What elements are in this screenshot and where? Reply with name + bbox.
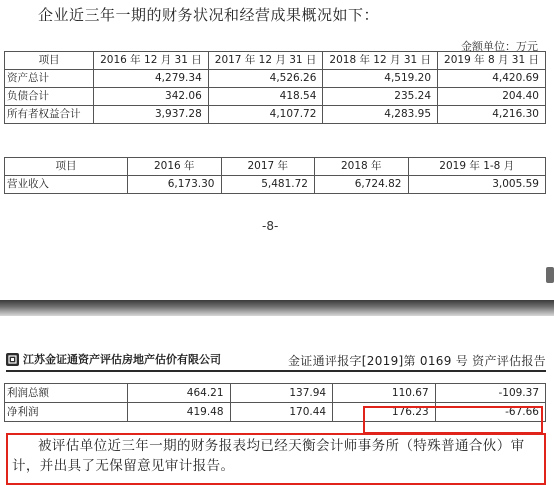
report-number: 金证通评报字[2019]第 0169 号 资产评估报告 <box>288 354 546 368</box>
cell-value: 176.23 <box>333 403 436 422</box>
cell-value: 110.67 <box>333 384 436 403</box>
cell-value: 4,216.30 <box>438 106 546 124</box>
audit-paragraph <box>12 436 542 476</box>
table-row <box>5 176 546 194</box>
cell-value: 4,420.69 <box>438 70 546 88</box>
row-label: 所有者权益合计 <box>5 106 94 124</box>
cell-value: 6,724.82 <box>315 176 409 194</box>
cell-value: 419.48 <box>128 403 231 422</box>
cell-value: 235.24 <box>323 88 438 106</box>
company-header <box>6 351 221 367</box>
cell-value: -67.66 <box>435 403 545 422</box>
table-header-row <box>5 52 546 70</box>
header-cell: 项目 <box>5 52 94 70</box>
cell-value: 204.40 <box>438 88 546 106</box>
header-cell: 项目 <box>5 158 128 176</box>
table-row <box>5 106 546 124</box>
cell-value: 4,519.20 <box>323 70 438 88</box>
cell-value: 464.21 <box>128 384 231 403</box>
audit-paragraph-text: 被评估单位近三年一期的财务报表均已经天衡会计师事务所（特殊普通合伙）审计，并出具了无保留意见审计报告。 <box>12 438 525 474</box>
intro-text: 企业近三年一期的财务状况和经营成果概况如下： <box>38 6 380 24</box>
cell-value: -109.37 <box>435 384 545 403</box>
cell-value: 342.06 <box>94 88 209 106</box>
row-label: 资产总计 <box>5 70 94 88</box>
unit-label: 金额单位：万元 <box>461 40 538 53</box>
header-rule <box>6 370 546 372</box>
edge-marker <box>546 267 554 283</box>
row-label: 利润总额 <box>5 384 128 403</box>
cell-value: 3,937.28 <box>94 106 209 124</box>
header-cell: 2018 年 <box>315 158 409 176</box>
cell-value: 3,005.59 <box>408 176 546 194</box>
cell-value: 137.94 <box>230 384 333 403</box>
highlight-box-net-profit <box>363 406 543 434</box>
cell-value: 4,279.34 <box>94 70 209 88</box>
header-cell: 2019 年 8 月 31 日 <box>438 52 546 70</box>
cell-value: 418.54 <box>208 88 323 106</box>
table-row <box>5 384 546 403</box>
header-cell: 2016 年 12 月 31 日 <box>94 52 209 70</box>
table-row <box>5 70 546 88</box>
cell-value: 4,107.72 <box>208 106 323 124</box>
company-name: 江苏金证通资产评估房地产估价有限公司 <box>23 353 221 366</box>
table-header-row <box>5 158 546 176</box>
cell-value: 6,173.30 <box>128 176 222 194</box>
company-logo-icon <box>6 353 19 366</box>
row-label: 净利润 <box>5 403 128 422</box>
income-table <box>4 157 546 194</box>
cell-value: 170.44 <box>230 403 333 422</box>
header-cell: 2018 年 12 月 31 日 <box>323 52 438 70</box>
header-cell: 2016 年 <box>128 158 222 176</box>
row-label: 负债合计 <box>5 88 94 106</box>
header-cell: 2017 年 <box>221 158 315 176</box>
page-number: -8- <box>262 219 279 233</box>
balance-table <box>4 51 546 124</box>
page-gap-divider <box>0 300 554 316</box>
header-cell: 2019 年 1-8 月 <box>408 158 546 176</box>
row-label: 营业收入 <box>5 176 128 194</box>
table-row <box>5 88 546 106</box>
cell-value: 5,481.72 <box>221 176 315 194</box>
cell-value: 4,526.26 <box>208 70 323 88</box>
cell-value: 4,283.95 <box>323 106 438 124</box>
header-cell: 2017 年 12 月 31 日 <box>208 52 323 70</box>
